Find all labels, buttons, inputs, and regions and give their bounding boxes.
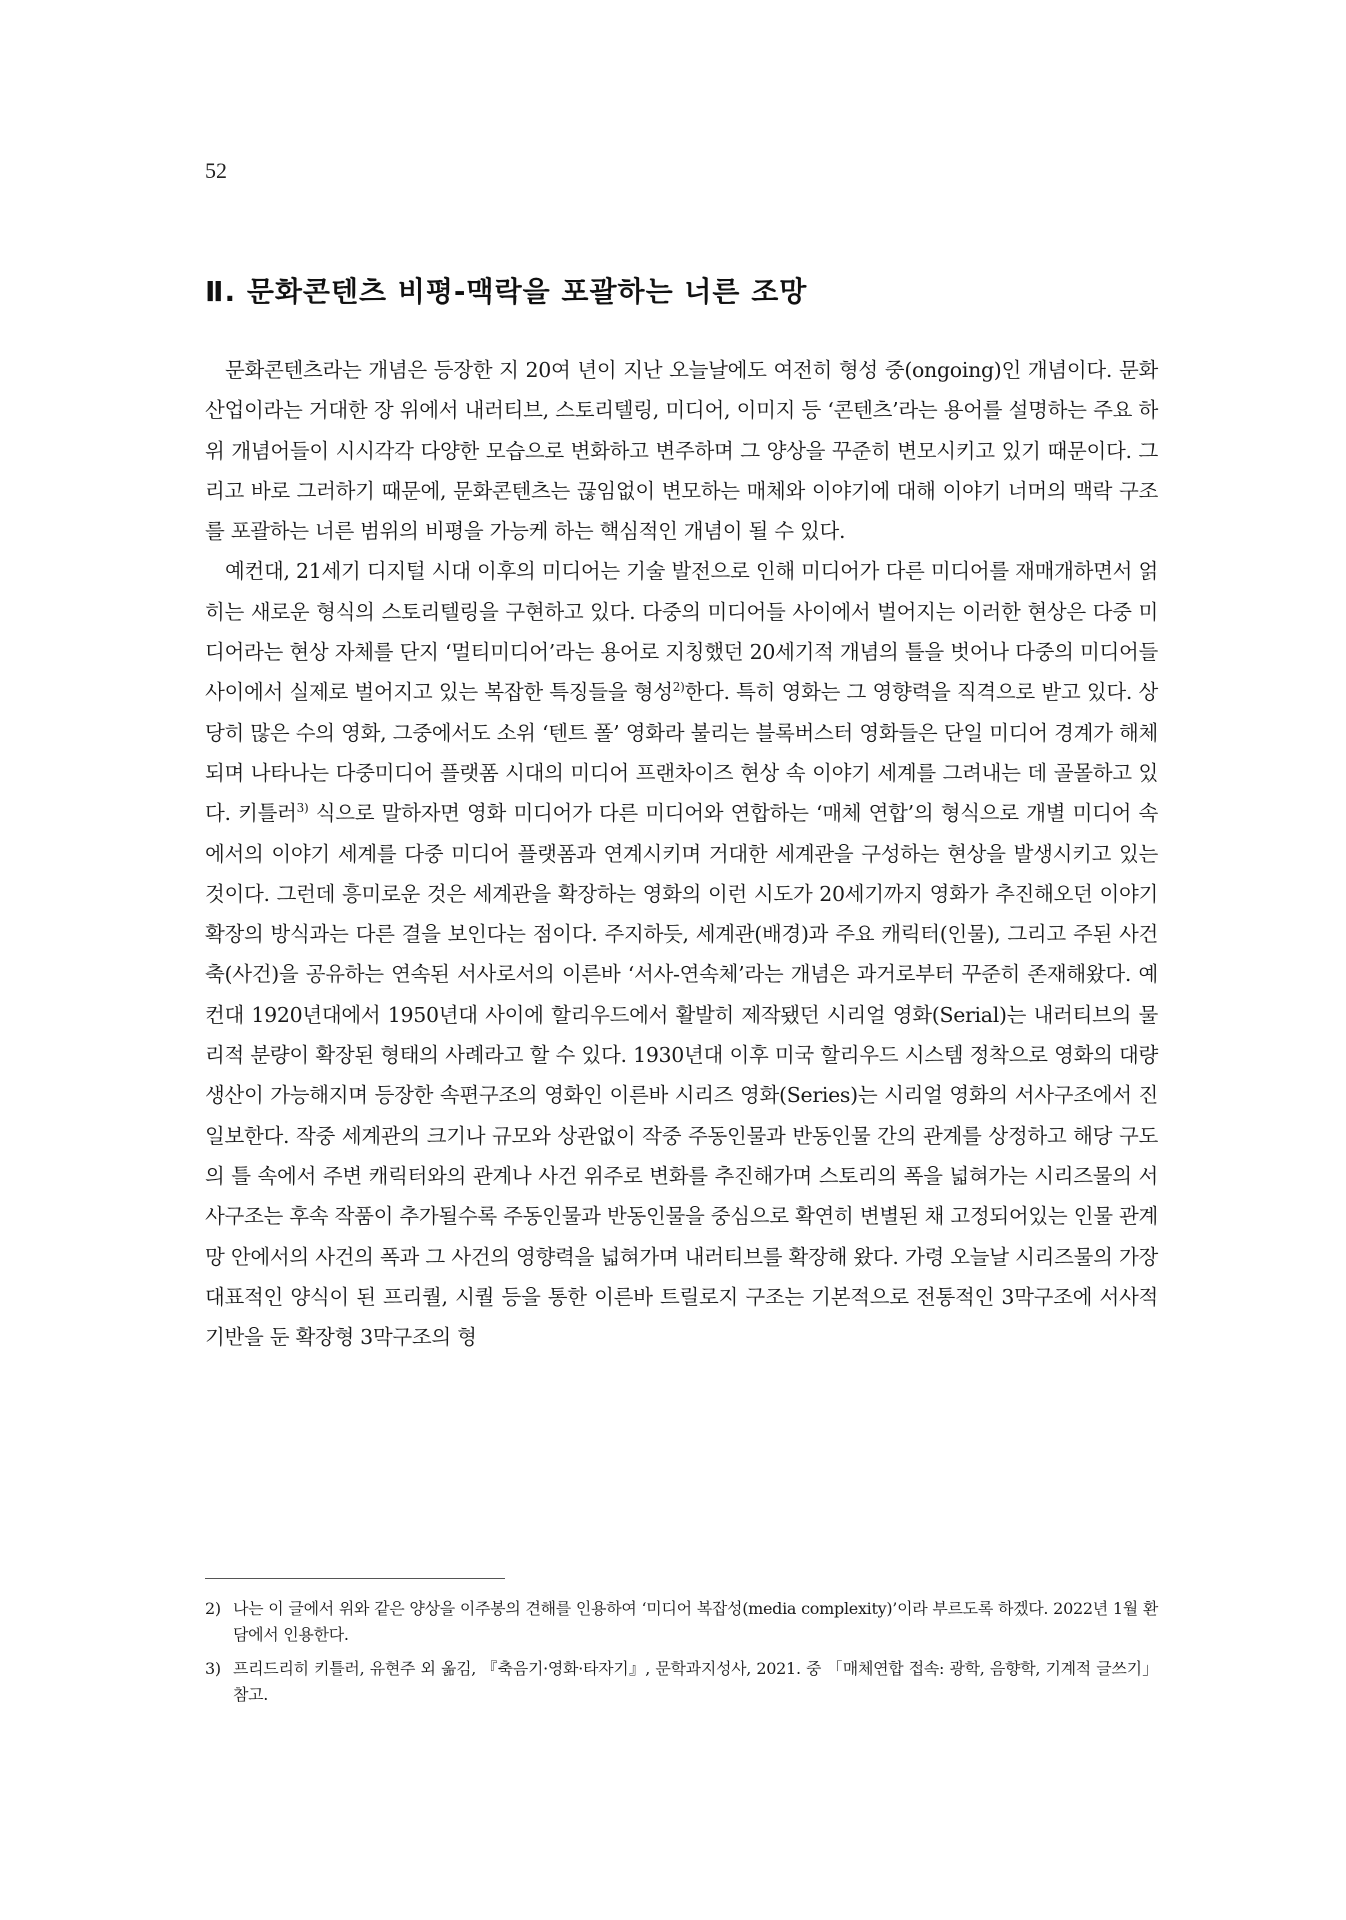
paragraph-text: 예컨대, 21세기 디지털 시대 이후의 미디어는 기술 발전으로 인해 미디어가 다른 미디어를 재매개하면서 얽히는 새로운 형식의 스토리텔링을 구현하고 있다. 다중의 미디어들 사이에서 벌어지는 이러한 현상은 다중 미디어라는 현상 자체를 단지 ‘멀티미디어’라는 용어로 지칭했던 20세기적 개념의 틀을 벗어나 다중의 미디어들 사이에서 실제로 벌어지고 있는 복잡한 특징들을 형성 [205,559,1158,705]
footnote-number: 3) [205,1659,221,1678]
footnote [205,1656,1158,1708]
paragraph-text: 식으로 말하자면 영화 미디어가 다른 미디어와 연합하는 ‘매체 연합’의 형식으로 개별 미디어 속에서의 이야기 세계를 다중 미디어 플랫폼과 연계시키며 거대한 세계관을 구성하는 현상을 발생시키고 있는 것이다. 그런데 흥미로운 것은 세계관을 확장하는 영화의 이런 시도가 20세기까지 영화가 추진해오던 이야기 확장의 방식과는 다른 결을 보인다는 점이다. 주지하듯, 세계관(배경)과 주요 캐릭터(인물), 그리고 주된 사건축(사건)을 공유하는 연속된 서사로서의 이른바 ‘서사-연속체’라는 개념은 과거로부터 꾸준히 존재해왔다. 예컨대 1920년대에서 1950년대 사이에 할리우드에서 활발히 제작됐던 시리얼 영화(Serial)는 내러티브의 물리적 분량이 확장된 형태의 사례라고 할 수 있다. 1930년대 이후 미국 할리우드 시스템 정착으로 영화의 대량생산이 가능해지며 등장한 속편구조의 영화인 이른바 시리즈 영화(Series)는 시리얼 영화의 서사구조에서 진일보한다. 작중 세계관의 크기나 규모와 상관없이 작중 주동인물과 반동인물 간의 관계를 상정하고 해당 구도의 틀 속에서 주변 캐릭터와의 관계나 사건 위주로 변화를 추진해가며 스토리의 폭을 넓혀가는 시리즈물의 서사구조는 후속 작품이 추가될수록 주동인물과 반동인물을 중심으로 확연히 변별된 채 고정되어있는 인물 관계망 안에서의 사건의 폭과 그 사건의 영향력을 넓혀가며 내러티브를 확장해 왔다. 가령 오늘날 시리즈물의 가장 대표적인 양식이 된 프리퀄, 시퀄 등을 통한 이른바 트릴로지 구조는 기본적으로 전통적인 3막구조에 서사적 기반을 둔 확장형 3막구조의 형 [205,801,1158,1350]
footnote-text: 프리드리히 키틀러, 유현주 외 옮김, 『축음기·영화·타자기』, 문학과지성사, 2021. 중 「매체연합 접속: 광학, 음향학, 기계적 글쓰기」 참고. [233,1659,1158,1704]
body-text [205,350,1158,1357]
page-number: 52 [205,158,227,183]
footnote-number: 2) [205,1599,221,1618]
footnotes [205,1596,1158,1716]
paragraph [205,551,1158,1357]
paragraph: 문화콘텐츠라는 개념은 등장한 지 20여 년이 지난 오늘날에도 여전히 형성 중(ongoing)인 개념이다. 문화산업이라는 거대한 장 위에서 내러티브, 스토리텔링, 미디어, 이미지 등 ‘콘텐츠’라는 용어를 설명하는 주요 하위 개념어들이 시시각각 다양한 모습으로 변화하고 변주하며 그 양상을 꾸준히 변모시키고 있기 때문이다. 그리고 바로 그러하기 때문에, 문화콘텐츠는 끊임없이 변모하는 매체와 이야기에 대해 이야기 너머의 맥락 구조를 포괄하는 너른 범위의 비평을 가능케 하는 핵심적인 개념이 될 수 있다. [205,358,1158,544]
footnote-text: 나는 이 글에서 위와 같은 양상을 이주봉의 견해를 인용하여 ‘미디어 복잡성(media complexity)’이라 부르도록 하겠다. 2022년 1월 환담에서 인용한다. [233,1599,1158,1644]
footnote-divider [205,1578,505,1579]
footnote-reference: 3) [296,801,309,816]
footnote [205,1596,1158,1648]
footnote-reference: 2) [672,680,685,695]
paragraph-text: 한다. 특히 영화는 그 영향력을 직격으로 받고 있다. 상당히 많은 수의 영화, 그중에서도 소위 ‘텐트 폴’ 영화라 불리는 블록버스터 영화들은 단일 미디어 경계가 해체되며 나타나는 다중미디어 플랫폼 시대의 미디어 프랜차이즈 현상 속 이야기 세계를 그려내는 데 골몰하고 있다. 키틀러 [205,680,1158,826]
section-heading: Ⅱ. 문화콘텐츠 비평-맥락을 포괄하는 너른 조망 [205,275,808,308]
